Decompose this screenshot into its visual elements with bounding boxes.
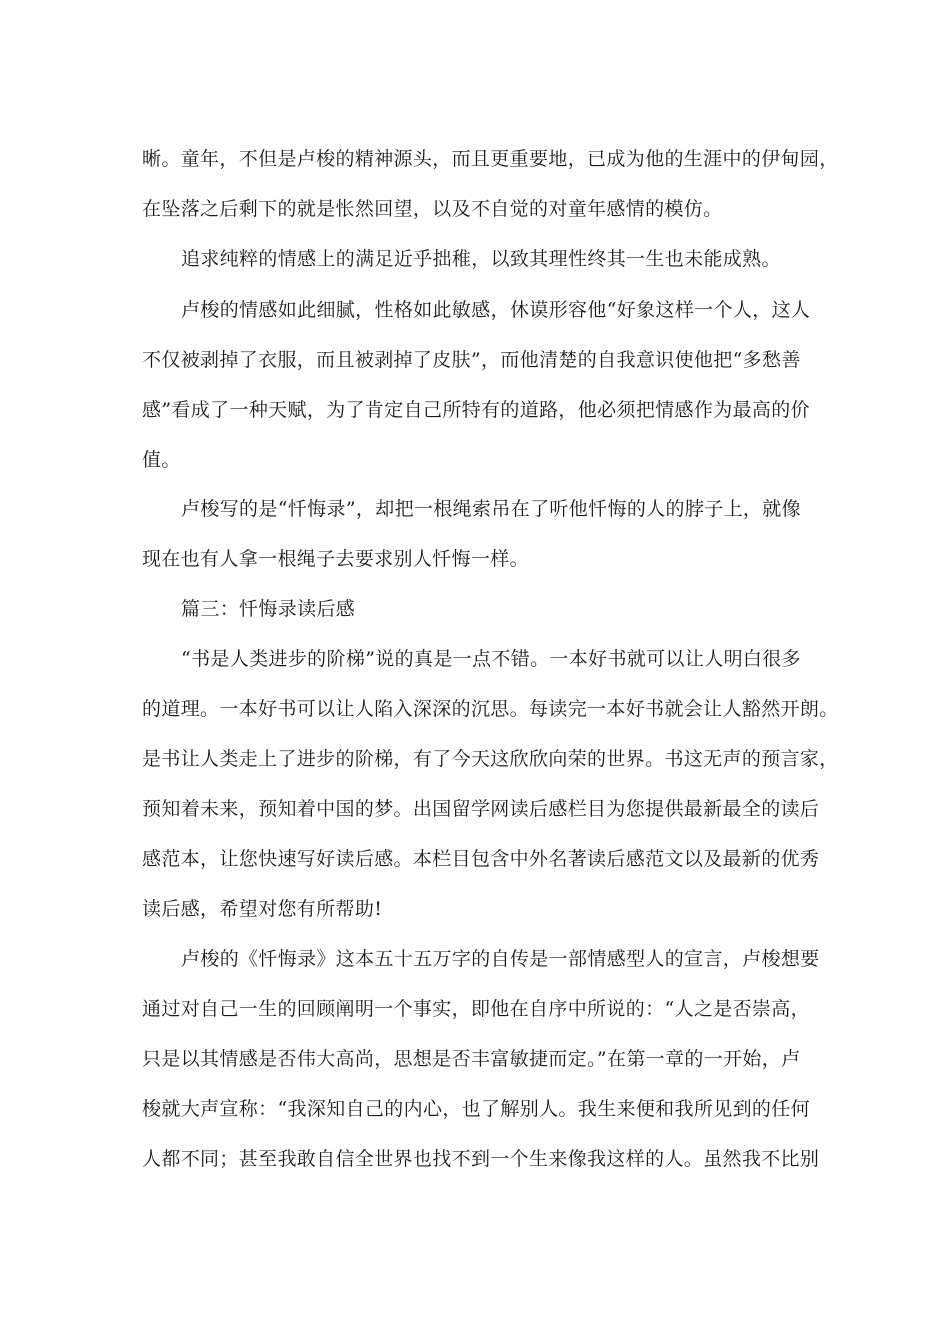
text-line: 是书让人类走上了进步的阶梯，有了今天这欣欣向荣的世界。书这无声的预言家， [142,748,839,770]
text-line: 读后感，希望对您有所帮助! [142,898,383,920]
text-line: 人都不同；甚至我敢自信全世界也找不到一个生来像我这样的人。虽然我不比别 [142,1148,820,1170]
paragraph-line: 追求纯粹的情感上的满足近乎拙稚，以致其理性终其一生也未能成熟。 [181,248,781,270]
paragraph-line: “书是人类进步的阶梯”说的真是一点不错。一本好书就可以让人明白很多 [181,648,801,670]
paragraph-line: 卢梭的情感如此细腻，性格如此敏感，休谟形容他“好象这样一个人，这人 [181,299,811,321]
text-line: 晰。童年，不但是卢梭的精神源头，而且更重要地，已成为他的生涯中的伊甸园， [142,148,839,170]
text-line: 梭就大声宣称：“我深知自己的内心，也了解别人。我生来便和我所见到的任何 [142,1098,810,1120]
text-line: 在坠落之后剩下的就是怅然回望，以及不自觉的对童年感情的模仿。 [142,198,723,220]
text-line: 的道理。一本好书可以让人陷入深深的沉思。每读完一本好书就会让人豁然开朗。 [142,698,839,720]
text-line: 现在也有人拿一根绳子去要求别人忏悔一样。 [142,548,530,570]
text-line: 感范本，让您快速写好读后感。本栏目包含中外名著读后感范文以及最新的优秀 [142,848,820,870]
paragraph-line: 卢梭的《忏悔录》这本五十五万字的自传是一部情感型人的宣言，卢梭想要 [181,948,820,970]
text-line: 感”看成了一种天赋，为了肯定自己所特有的道路，他必须把情感作为最高的价 [142,399,810,421]
text-line: 不仅被剥掉了衣服，而且被剥掉了皮肤”，而他清楚的自我意识使他把“多愁善 [142,349,801,371]
text-line: 只是以其情感是否伟大高尚，思想是否丰富敏捷而定。”在第一章的一开始，卢 [142,1048,801,1070]
text-line: 通过对自己一生的回顾阐明一个事实，即他在自序中所说的：“人之是否崇高， [142,998,810,1020]
text-line: 预知着未来，预知着中国的梦。出国留学网读后感栏目为您提供最新最全的读后 [142,798,820,820]
text-line: 值。 [142,449,181,471]
section-heading: 篇三：忏悔录读后感 [181,598,356,620]
paragraph-line: 卢梭写的是“忏悔录”，却把一根绳索吊在了听他忏悔的人的脖子上，就像 [181,498,801,520]
